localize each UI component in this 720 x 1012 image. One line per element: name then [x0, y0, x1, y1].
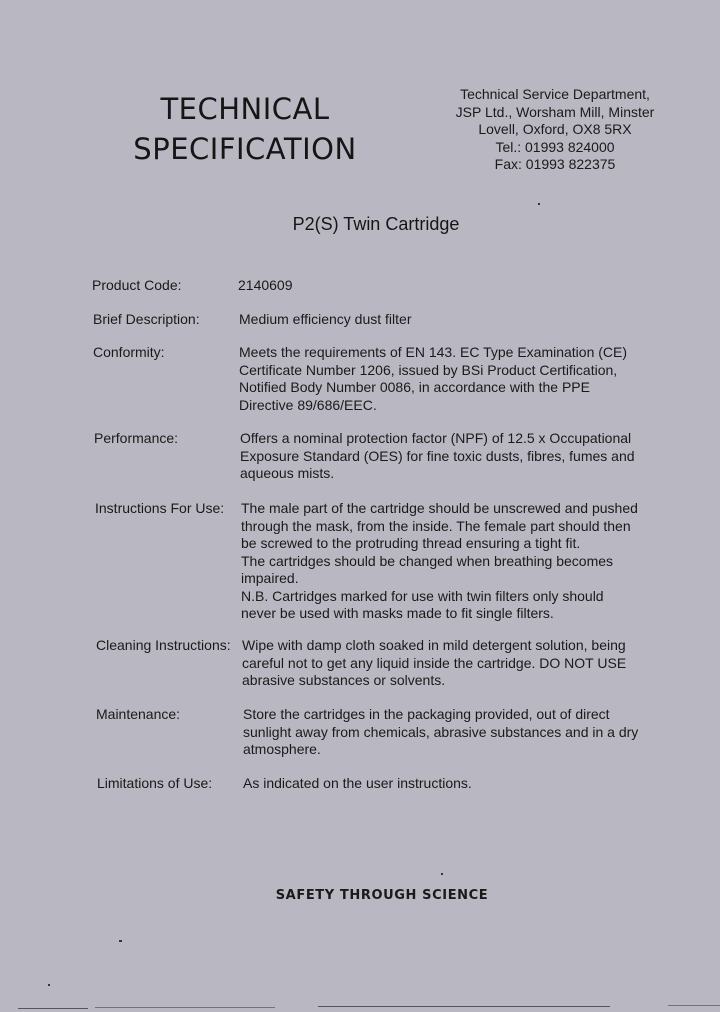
spec-label: Instructions For Use: — [95, 500, 225, 516]
address-line: Lovell, Oxford, OX8 5RX — [478, 121, 632, 137]
spec-label: Cleaning Instructions: — [96, 637, 231, 653]
scan-speck — [538, 203, 540, 205]
document-heading-line-2: SPECIFICATION — [133, 132, 357, 166]
spec-value: 2140609 — [238, 277, 293, 293]
spec-value: Medium efficiency dust filter — [239, 311, 412, 327]
address-fax: Fax: 01993 822375 — [494, 156, 616, 172]
address-telephone: Tel.: 01993 824000 — [495, 138, 615, 155]
spec-label: Brief Description: — [93, 311, 200, 327]
address-line: Technical Service Department, — [460, 86, 650, 102]
scan-edge-line — [668, 1005, 720, 1006]
scan-speck — [48, 984, 50, 986]
spec-label: Maintenance: — [96, 706, 181, 722]
scan-edge-line — [18, 1008, 88, 1009]
spec-value: The male part of the cartridge should be unscrewed and pushed through the mask, from the inside. The female part should then be screwed to the protruding thread ensuring a tight fit. The cartridges should be changed when breathing becomes impaired. N.B. Cartridges marked for use with twin filters only should never be used with masks made to fit single filters. — [241, 500, 638, 621]
spec-label: Performance: — [94, 430, 179, 446]
spec-label: Product Code: — [92, 277, 182, 293]
company-address-block — [395, 86, 715, 174]
spec-value: Offers a nominal protection factor (NPF) of 12.5 x Occupational Exposure Standard (OES) for fine toxic dusts, fibres, fumes and aqueous mists. — [240, 430, 635, 481]
spec-value: Meets the requirements of EN 143. EC Type Examination (CE) Certificate Number 1206, issued by BSi Product Certification, Notified Body Number 0086, in accordance with the PPE Directive 89/686/EEC. — [239, 344, 628, 413]
product-title: P2(S) Twin Cartridge — [292, 214, 460, 234]
spec-value: Wipe with damp cloth soaked in mild detergent solution, being careful not to get any liquid inside the cartridge. DO NOT USE abrasive substances or solvents. — [242, 637, 627, 688]
spec-label: Conformity: — [93, 344, 165, 360]
spec-value: Store the cartridges in the packaging provided, out of direct sunlight away from chemicals, abrasive substances and in a dry atmosphere. — [243, 706, 639, 757]
footer-slogan: SAFETY THROUGH SCIENCE — [275, 888, 489, 903]
scan-speck — [441, 873, 443, 875]
address-line: JSP Ltd., Worsham Mill, Minster — [455, 103, 655, 120]
spec-value: As indicated on the user instructions. — [243, 775, 472, 791]
scan-speck — [119, 940, 122, 942]
document-heading-line-1: TECHNICAL — [160, 92, 330, 126]
scan-edge-line — [318, 1006, 610, 1007]
spec-label: Limitations of Use: — [97, 775, 213, 791]
scan-edge-line — [95, 1007, 275, 1008]
